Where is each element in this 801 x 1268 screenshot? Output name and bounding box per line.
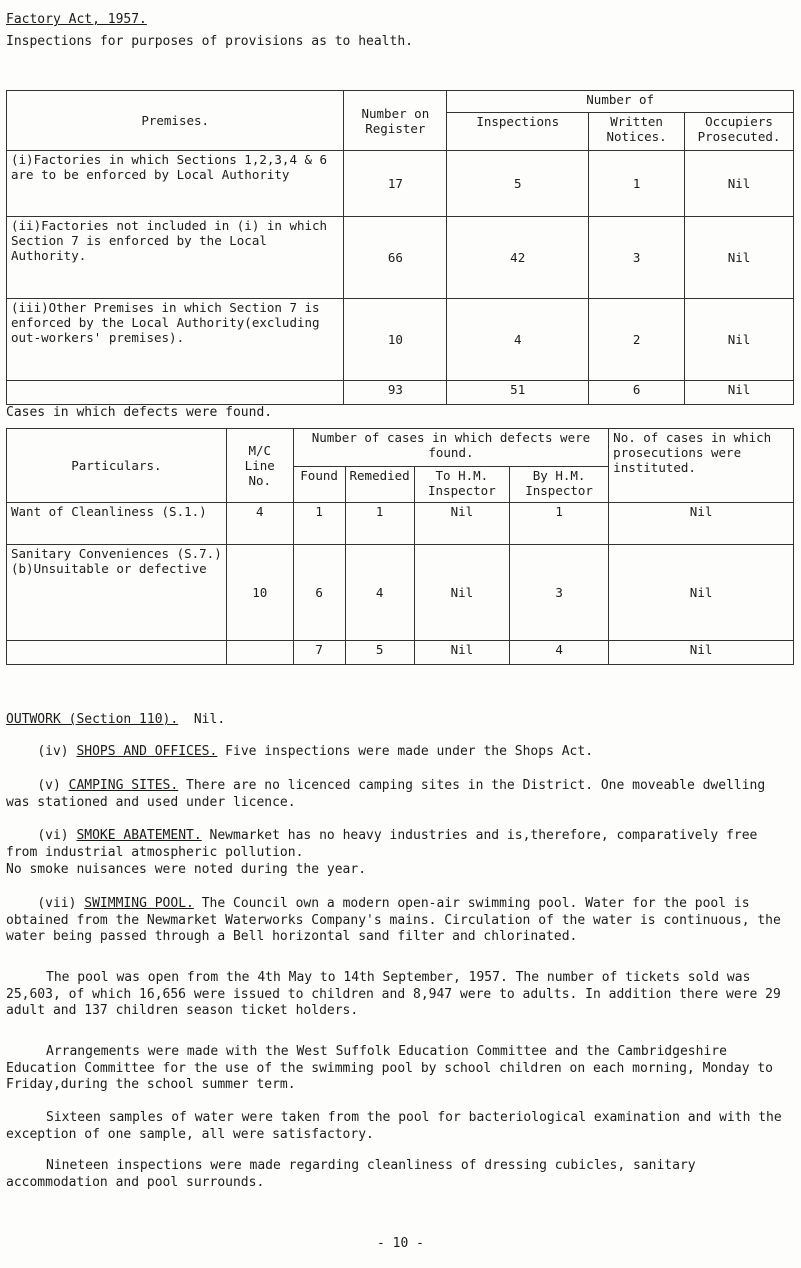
table-row (7, 217, 794, 299)
cell-notices: 3 (589, 217, 685, 299)
total-notices: 6 (589, 381, 685, 405)
cell-line: 4 (226, 503, 293, 545)
cell-notices: 1 (589, 151, 685, 217)
col-to-hm: To H.M. Inspector (414, 467, 509, 503)
table-row (7, 299, 794, 381)
row-label: Want of Cleanliness (S.1.) (7, 503, 227, 545)
col-prosecutions: No. of cases in which prosecutions were instituted. (609, 429, 794, 503)
section-number: (vi) (37, 828, 69, 843)
col-by-hm: By H.M. Inspector (510, 467, 609, 503)
cell-notices: 2 (589, 299, 685, 381)
total-prosecutions: Nil (609, 641, 794, 665)
cell-line: 10 (226, 545, 293, 641)
cell-register: 66 (344, 217, 447, 299)
table-row (7, 151, 794, 217)
col-inspections: Inspections (447, 113, 589, 151)
cell-remedied: 4 (345, 545, 414, 641)
outwork-text: Nil. (193, 712, 226, 727)
total-by-hm: 4 (510, 641, 609, 665)
smoke-text: Newmarket has no heavy industries and is,therefore, comparatively free from industrial atmospheric pollution. (6, 828, 758, 860)
section-number: (vii) (37, 896, 77, 911)
cell-found: 1 (293, 503, 345, 545)
col-written-notices: Written Notices. (589, 113, 685, 151)
page-subtitle: Inspections for purposes of provisions as to health. (6, 34, 413, 49)
col-found: Found (293, 467, 345, 503)
totals-label-empty (7, 641, 227, 665)
inspections-table (6, 90, 794, 405)
cell-by-hm: 3 (510, 545, 609, 641)
row-label: (ii)Factories not included in (i) in which Section 7 is enforced by the Local Authority. (7, 217, 344, 299)
col-particulars: Particulars. (7, 429, 227, 503)
totals-row (7, 641, 794, 665)
smoke-para-2: No smoke nuisances were noted during the year. (6, 862, 367, 877)
cell-to-hm: Nil (414, 545, 509, 641)
swimming-heading: SWIMMING POOL. (84, 896, 194, 911)
smoke-heading: SMOKE ABATEMENT. (76, 828, 202, 843)
total-remedied: 5 (345, 641, 414, 665)
cell-prosecuted: Nil (685, 299, 794, 381)
outwork-line (6, 712, 225, 727)
col-line-no: M/C Line No. (226, 429, 293, 503)
shops-heading: SHOPS AND OFFICES. (76, 744, 218, 759)
cell-inspections: 42 (447, 217, 589, 299)
cell-remedied: 1 (345, 503, 414, 545)
cell-to-hm: Nil (414, 503, 509, 545)
col-number-of: Number of (447, 91, 794, 113)
swimming-para-5: Nineteen inspections were made regarding cleanliness of dressing cubicles, sanitary accommodation and pool surrounds. (6, 1158, 696, 1190)
total-register: 93 (344, 381, 447, 405)
total-found: 7 (293, 641, 345, 665)
row-label: Sanitary Conveniences (S.7.) (b)Unsuitable or defective (7, 545, 227, 641)
defects-heading: Cases in which defects were found. (6, 405, 273, 420)
cell-prosecuted: Nil (685, 151, 794, 217)
col-remedied: Remedied (345, 467, 414, 503)
row-label: (i)Factories in which Sections 1,2,3,4 & 6 are to be enforced by Local Authority (7, 151, 344, 217)
section-number: (v) (37, 778, 61, 793)
col-cases: Number of cases in which defects were found. (293, 429, 608, 467)
cell-prosecutions: Nil (609, 503, 794, 545)
cell-by-hm: 1 (510, 503, 609, 545)
cell-prosecutions: Nil (609, 545, 794, 641)
shops-para (6, 744, 796, 761)
col-premises: Premises. (7, 91, 344, 151)
cell-register: 10 (344, 299, 447, 381)
smoke-para (6, 828, 796, 861)
camping-para (6, 778, 796, 811)
row-label: (iii)Other Premises in which Section 7 is enforced by the Local Authority(excluding out-workers' premises). (7, 299, 344, 381)
cell-inspections: 4 (447, 299, 589, 381)
swimming-para-2: The pool was open from the 4th May to 14th September, 1957. The number of tickets sold was 25,603, of which 16,656 were issued to children and 8,947 were to adults. In addition there were 29 adult and 137 children season ticket holders. (6, 970, 781, 1018)
totals-row (7, 381, 794, 405)
shops-text: Five inspections were made under the Shops Act. (225, 744, 594, 759)
col-occupiers-prosecuted: Occupiers Prosecuted. (685, 113, 794, 151)
swimming-text-1: The Council own a modern open-air swimming pool. Water for the pool is obtained from the Newmarket Waterworks Company's mains. Circulation of the water is continuous, the water being passed through a Bell horizontal sand filter and chlorinated. (6, 896, 781, 944)
swimming-para-3: Arrangements were made with the West Suffolk Education Committee and the Cambridgeshire Education Committee for the use of the swimming pool by school children on each morning, Monday to Friday,during the school summer term. (6, 1044, 774, 1092)
totals-line-empty (226, 641, 293, 665)
table-row (7, 503, 794, 545)
cell-register: 17 (344, 151, 447, 217)
act-title: Factory Act, 1957. (6, 12, 147, 27)
page-number: - 10 - (377, 1236, 424, 1251)
cell-found: 6 (293, 545, 345, 641)
camping-text: There are no licenced camping sites in the District. One moveable dwelling was stationed and used under licence. (6, 778, 766, 810)
camping-heading: CAMPING SITES. (68, 778, 179, 793)
cell-prosecuted: Nil (685, 217, 794, 299)
total-to-hm: Nil (414, 641, 509, 665)
totals-label-empty (7, 381, 344, 405)
section-number: (iv) (37, 744, 69, 759)
col-register: Number on Register (344, 91, 447, 151)
swimming-para-1 (6, 896, 796, 946)
total-inspections: 51 (447, 381, 589, 405)
defects-table (6, 428, 794, 665)
swimming-para-4: Sixteen samples of water were taken from the pool for bacteriological examination and with the exception of one sample, all were satisfactory. (6, 1110, 782, 1142)
outwork-heading: OUTWORK (Section 110). (6, 712, 179, 727)
cell-inspections: 5 (447, 151, 589, 217)
total-prosecuted: Nil (685, 381, 794, 405)
table-row (7, 545, 794, 641)
